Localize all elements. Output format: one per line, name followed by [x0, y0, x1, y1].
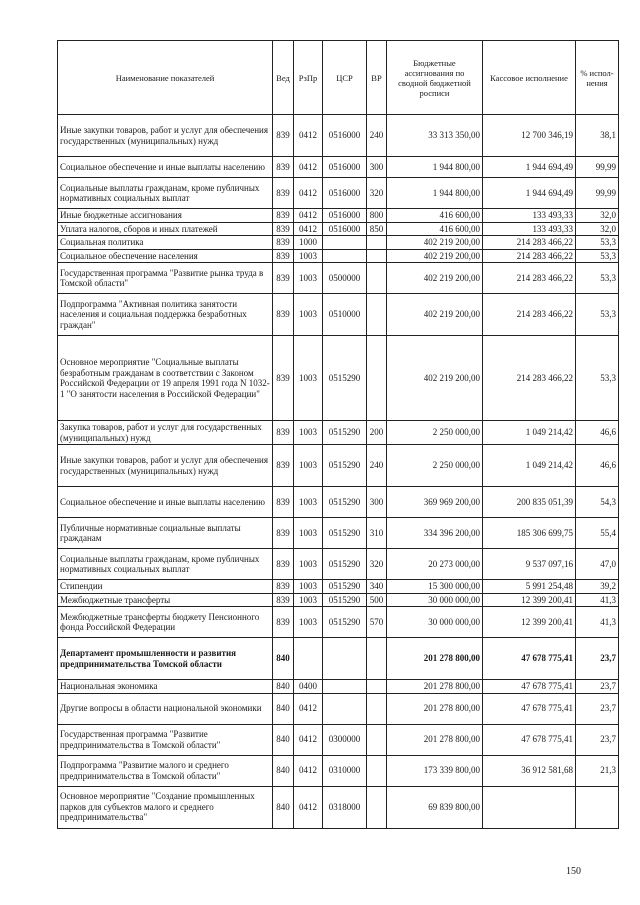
cell-kassa: 9 537 097,16: [483, 549, 576, 580]
cell-name: Департамент промышленности и развития предпринимательства Томской области: [58, 638, 273, 680]
cell-rzpr: 1003: [294, 607, 323, 638]
cell-ved: 839: [273, 178, 294, 209]
cell-budget: 173 339 800,00: [387, 755, 483, 786]
cell-rzpr: 1003: [294, 336, 323, 421]
table-row: [58, 263, 619, 294]
table-row: [58, 157, 619, 178]
cell-pct: 32,0: [576, 209, 619, 223]
cell-budget: 1 944 800,00: [387, 157, 483, 178]
cell-pct: 23,7: [576, 680, 619, 694]
cell-csr: 0516000: [323, 178, 367, 209]
cell-budget: 20 273 000,00: [387, 549, 483, 580]
cell-rzpr: 0412: [294, 209, 323, 223]
cell-budget: 1 944 800,00: [387, 178, 483, 209]
cell-rzpr: 0412: [294, 786, 323, 828]
cell-pct: 32,0: [576, 222, 619, 236]
cell-csr: 0515290: [323, 580, 367, 594]
cell-rzpr: 1003: [294, 487, 323, 518]
table-row: [58, 693, 619, 724]
cell-vr: 500: [367, 593, 387, 607]
cell-budget: 69 839 800,00: [387, 786, 483, 828]
cell-rzpr: 1003: [294, 518, 323, 549]
table-row: [58, 487, 619, 518]
cell-rzpr: 1000: [294, 236, 323, 250]
cell-vr: 300: [367, 157, 387, 178]
cell-kassa: 200 835 051,39: [483, 487, 576, 518]
table-row: [58, 680, 619, 694]
cell-name: Иные закупки товаров, работ и услуг для обеспечения государственных (муниципальных) нужд: [58, 115, 273, 157]
table-row: [58, 209, 619, 223]
cell-budget: 402 219 200,00: [387, 263, 483, 294]
cell-name: Закупка товаров, работ и услуг для государственных (муниципальных) нужд: [58, 421, 273, 445]
cell-ved: 839: [273, 236, 294, 250]
cell-ved: 839: [273, 445, 294, 487]
cell-kassa: 1 049 214,42: [483, 445, 576, 487]
cell-pct: 21,3: [576, 755, 619, 786]
cell-pct: 53,3: [576, 336, 619, 421]
cell-budget: 201 278 800,00: [387, 724, 483, 755]
cell-csr: 0515290: [323, 336, 367, 421]
table-row: [58, 755, 619, 786]
cell-csr: [323, 693, 367, 724]
cell-kassa: 47 678 775,41: [483, 638, 576, 680]
cell-rzpr: 1003: [294, 593, 323, 607]
cell-rzpr: [294, 638, 323, 680]
cell-pct: 23,7: [576, 638, 619, 680]
cell-csr: 0515290: [323, 593, 367, 607]
cell-vr: 300: [367, 487, 387, 518]
cell-kassa: 5 991 254,48: [483, 580, 576, 594]
cell-csr: [323, 680, 367, 694]
cell-pct: 53,3: [576, 249, 619, 263]
cell-vr: [367, 236, 387, 250]
cell-name: Иные бюджетные ассигнования: [58, 209, 273, 223]
cell-csr: [323, 249, 367, 263]
cell-name: Основное мероприятие "Социальные выплаты безработным гражданам в соответствии с Законом Российской Федерации от 19 апреля 1991 года N 1032-1 "О занятости населения в Российской Федерации": [58, 336, 273, 421]
cell-name: Публичные нормативные социальные выплаты гражданам: [58, 518, 273, 549]
cell-budget: 402 219 200,00: [387, 294, 483, 336]
cell-kassa: 1 944 694,49: [483, 157, 576, 178]
cell-vr: 800: [367, 209, 387, 223]
cell-ved: 840: [273, 638, 294, 680]
cell-budget: 416 600,00: [387, 222, 483, 236]
cell-ved: 839: [273, 580, 294, 594]
cell-kassa: 133 493,33: [483, 209, 576, 223]
cell-ved: 839: [273, 593, 294, 607]
cell-vr: 340: [367, 580, 387, 594]
cell-ved: 839: [273, 336, 294, 421]
table-row: [58, 580, 619, 594]
cell-name: Уплата налогов, сборов и иных платежей: [58, 222, 273, 236]
cell-budget: 402 219 200,00: [387, 236, 483, 250]
cell-name: Социальные выплаты гражданам, кроме публичных нормативных социальных выплат: [58, 549, 273, 580]
cell-pct: 41,3: [576, 593, 619, 607]
cell-rzpr: 0412: [294, 724, 323, 755]
cell-rzpr: 1003: [294, 445, 323, 487]
cell-pct: 38,1: [576, 115, 619, 157]
header-vr: ВР: [367, 41, 387, 115]
cell-csr: 0516000: [323, 209, 367, 223]
cell-vr: 200: [367, 421, 387, 445]
cell-csr: 0516000: [323, 222, 367, 236]
header-csr: ЦСР: [323, 41, 367, 115]
cell-pct: 46,6: [576, 445, 619, 487]
table-row: [58, 236, 619, 250]
cell-ved: 839: [273, 115, 294, 157]
cell-csr: 0515290: [323, 549, 367, 580]
cell-pct: 55,4: [576, 518, 619, 549]
cell-name: Национальная экономика: [58, 680, 273, 694]
cell-rzpr: 1003: [294, 263, 323, 294]
cell-rzpr: 1003: [294, 294, 323, 336]
cell-vr: [367, 680, 387, 694]
cell-ved: 839: [273, 421, 294, 445]
cell-ved: 840: [273, 755, 294, 786]
cell-vr: [367, 693, 387, 724]
cell-csr: 0510000: [323, 294, 367, 336]
table-row: [58, 336, 619, 421]
cell-kassa: 12 399 200,41: [483, 607, 576, 638]
cell-name: Государственная программа "Развитие рынка труда в Томской области": [58, 263, 273, 294]
cell-name: Подпрограмма "Активная политика занятости населения и социальная поддержка безработных граждан": [58, 294, 273, 336]
cell-vr: [367, 263, 387, 294]
cell-csr: [323, 236, 367, 250]
table-header-row: [58, 41, 619, 115]
cell-vr: 240: [367, 445, 387, 487]
cell-csr: 0516000: [323, 115, 367, 157]
cell-ved: 840: [273, 693, 294, 724]
cell-kassa: 185 306 699,75: [483, 518, 576, 549]
cell-kassa: 47 678 775,41: [483, 680, 576, 694]
header-kassa: Кассовое исполнение: [483, 41, 576, 115]
cell-pct: 41,3: [576, 607, 619, 638]
cell-rzpr: 0412: [294, 693, 323, 724]
cell-ved: 839: [273, 222, 294, 236]
cell-name: Основное мероприятие "Создание промышленных парков для субъектов малого и среднего предпринимательства": [58, 786, 273, 828]
cell-pct: [576, 786, 619, 828]
cell-name: Социальная политика: [58, 236, 273, 250]
cell-rzpr: 0412: [294, 178, 323, 209]
cell-pct: 99,99: [576, 157, 619, 178]
cell-pct: 46,6: [576, 421, 619, 445]
cell-rzpr: 0412: [294, 222, 323, 236]
cell-name: Социальное обеспечение населения: [58, 249, 273, 263]
table-row: [58, 445, 619, 487]
cell-ved: 840: [273, 680, 294, 694]
cell-kassa: 133 493,33: [483, 222, 576, 236]
cell-csr: 0516000: [323, 157, 367, 178]
cell-vr: [367, 724, 387, 755]
cell-rzpr: 1003: [294, 249, 323, 263]
cell-rzpr: 0412: [294, 115, 323, 157]
header-budget: Бюджетные ассигнования по сводной бюджетной росписи: [387, 41, 483, 115]
table-row: [58, 724, 619, 755]
cell-vr: 320: [367, 549, 387, 580]
cell-name: Социальные выплаты гражданам, кроме публичных нормативных социальных выплат: [58, 178, 273, 209]
header-rzpr: РзПр: [294, 41, 323, 115]
cell-ved: 839: [273, 157, 294, 178]
cell-pct: 23,7: [576, 724, 619, 755]
cell-ved: 839: [273, 549, 294, 580]
table-row: [58, 115, 619, 157]
table-row: [58, 786, 619, 828]
header-name: Наименование показателей: [58, 41, 273, 115]
cell-kassa: 214 283 466,22: [483, 336, 576, 421]
header-pct: % испол-нения: [576, 41, 619, 115]
cell-kassa: 1 049 214,42: [483, 421, 576, 445]
cell-budget: 30 000 000,00: [387, 593, 483, 607]
cell-ved: 840: [273, 724, 294, 755]
budget-table: [57, 40, 619, 829]
table-row: [58, 294, 619, 336]
cell-csr: 0300000: [323, 724, 367, 755]
table-row: [58, 421, 619, 445]
cell-pct: 39,2: [576, 580, 619, 594]
cell-name: Стипендии: [58, 580, 273, 594]
cell-ved: 839: [273, 249, 294, 263]
cell-name: Государственная программа "Развитие предпринимательства в Томской области": [58, 724, 273, 755]
cell-ved: 839: [273, 209, 294, 223]
cell-budget: 2 250 000,00: [387, 421, 483, 445]
table-row: [58, 638, 619, 680]
cell-name: Социальное обеспечение и иные выплаты населению: [58, 487, 273, 518]
table-row: [58, 222, 619, 236]
cell-rzpr: 1003: [294, 580, 323, 594]
cell-csr: 0515290: [323, 487, 367, 518]
cell-pct: 53,3: [576, 294, 619, 336]
cell-name: Другие вопросы в области национальной экономики: [58, 693, 273, 724]
cell-kassa: [483, 786, 576, 828]
cell-budget: 33 313 350,00: [387, 115, 483, 157]
table-row: [58, 518, 619, 549]
cell-csr: 0318000: [323, 786, 367, 828]
cell-csr: 0515290: [323, 445, 367, 487]
table-row: [58, 249, 619, 263]
cell-kassa: 1 944 694,49: [483, 178, 576, 209]
table-body: [58, 115, 619, 829]
cell-ved: 840: [273, 786, 294, 828]
table-row: [58, 607, 619, 638]
cell-vr: [367, 294, 387, 336]
cell-kassa: 36 912 581,68: [483, 755, 576, 786]
cell-name: Социальное обеспечение и иные выплаты населению: [58, 157, 273, 178]
table-row: [58, 178, 619, 209]
cell-pct: 23,7: [576, 693, 619, 724]
cell-vr: [367, 249, 387, 263]
cell-pct: 53,3: [576, 263, 619, 294]
cell-budget: 201 278 800,00: [387, 638, 483, 680]
cell-name: Иные закупки товаров, работ и услуг для обеспечения государственных (муниципальных) нужд: [58, 445, 273, 487]
cell-vr: 240: [367, 115, 387, 157]
cell-vr: [367, 638, 387, 680]
table-row: [58, 549, 619, 580]
cell-kassa: 12 399 200,41: [483, 593, 576, 607]
cell-csr: 0310000: [323, 755, 367, 786]
cell-budget: 201 278 800,00: [387, 680, 483, 694]
cell-kassa: 214 283 466,22: [483, 294, 576, 336]
cell-rzpr: 0400: [294, 680, 323, 694]
cell-name: Межбюджетные трансферты: [58, 593, 273, 607]
cell-budget: 2 250 000,00: [387, 445, 483, 487]
cell-csr: 0515290: [323, 518, 367, 549]
cell-name: Подпрограмма "Развитие малого и среднего предпринимательства в Томской области": [58, 755, 273, 786]
cell-ved: 839: [273, 294, 294, 336]
cell-budget: 201 278 800,00: [387, 693, 483, 724]
cell-csr: 0515290: [323, 421, 367, 445]
cell-budget: 15 300 000,00: [387, 580, 483, 594]
cell-kassa: 214 283 466,22: [483, 263, 576, 294]
page-number: 150: [566, 866, 581, 877]
cell-rzpr: 0412: [294, 755, 323, 786]
header-ved: Вед: [273, 41, 294, 115]
cell-kassa: 47 678 775,41: [483, 693, 576, 724]
cell-pct: 53,3: [576, 236, 619, 250]
cell-vr: 310: [367, 518, 387, 549]
cell-budget: 402 219 200,00: [387, 249, 483, 263]
cell-rzpr: 1003: [294, 421, 323, 445]
cell-budget: 416 600,00: [387, 209, 483, 223]
cell-ved: 839: [273, 518, 294, 549]
cell-vr: [367, 336, 387, 421]
cell-pct: 54,3: [576, 487, 619, 518]
cell-csr: 0515290: [323, 607, 367, 638]
cell-pct: 99,99: [576, 178, 619, 209]
cell-budget: 369 969 200,00: [387, 487, 483, 518]
cell-budget: 334 396 200,00: [387, 518, 483, 549]
cell-csr: 0500000: [323, 263, 367, 294]
cell-vr: [367, 786, 387, 828]
cell-ved: 839: [273, 607, 294, 638]
cell-csr: [323, 638, 367, 680]
cell-kassa: 47 678 775,41: [483, 724, 576, 755]
table-row: [58, 593, 619, 607]
cell-ved: 839: [273, 487, 294, 518]
cell-vr: [367, 755, 387, 786]
cell-kassa: 214 283 466,22: [483, 236, 576, 250]
cell-kassa: 12 700 346,19: [483, 115, 576, 157]
cell-budget: 402 219 200,00: [387, 336, 483, 421]
cell-vr: 850: [367, 222, 387, 236]
cell-vr: 320: [367, 178, 387, 209]
cell-ved: 839: [273, 263, 294, 294]
cell-budget: 30 000 000,00: [387, 607, 483, 638]
cell-kassa: 214 283 466,22: [483, 249, 576, 263]
cell-pct: 47,0: [576, 549, 619, 580]
cell-vr: 570: [367, 607, 387, 638]
cell-rzpr: 1003: [294, 549, 323, 580]
cell-name: Межбюджетные трансферты бюджету Пенсионного фонда Российской Федерации: [58, 607, 273, 638]
cell-rzpr: 0412: [294, 157, 323, 178]
